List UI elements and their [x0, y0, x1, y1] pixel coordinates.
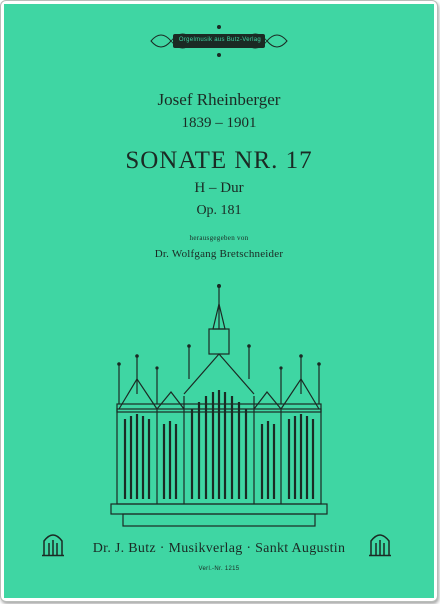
composer-dates: 1839 – 1901 [181, 115, 257, 131]
composer-name: Josef Rheinberger [157, 90, 281, 109]
edited-by-label: herausgegeben von [189, 234, 249, 242]
opus-number: Op. 181 [196, 203, 242, 218]
series-label: Orgelmusik aus Butz-Verlag [178, 37, 262, 43]
catalog-number: Verl.-Nr. 1215 [198, 566, 240, 572]
publisher-line: Dr. J. Butz · Musikverlag · Sankt Augustin [92, 541, 346, 556]
editor-name: Dr. Wolfgang Bretschneider [154, 248, 284, 260]
work-key: H – Dur [194, 180, 244, 196]
work-title: SONATE NR. 17 [125, 147, 313, 174]
gothic-organ-illustration [109, 284, 329, 529]
organ-emblem-icon [369, 531, 391, 557]
book-cover [4, 4, 434, 598]
